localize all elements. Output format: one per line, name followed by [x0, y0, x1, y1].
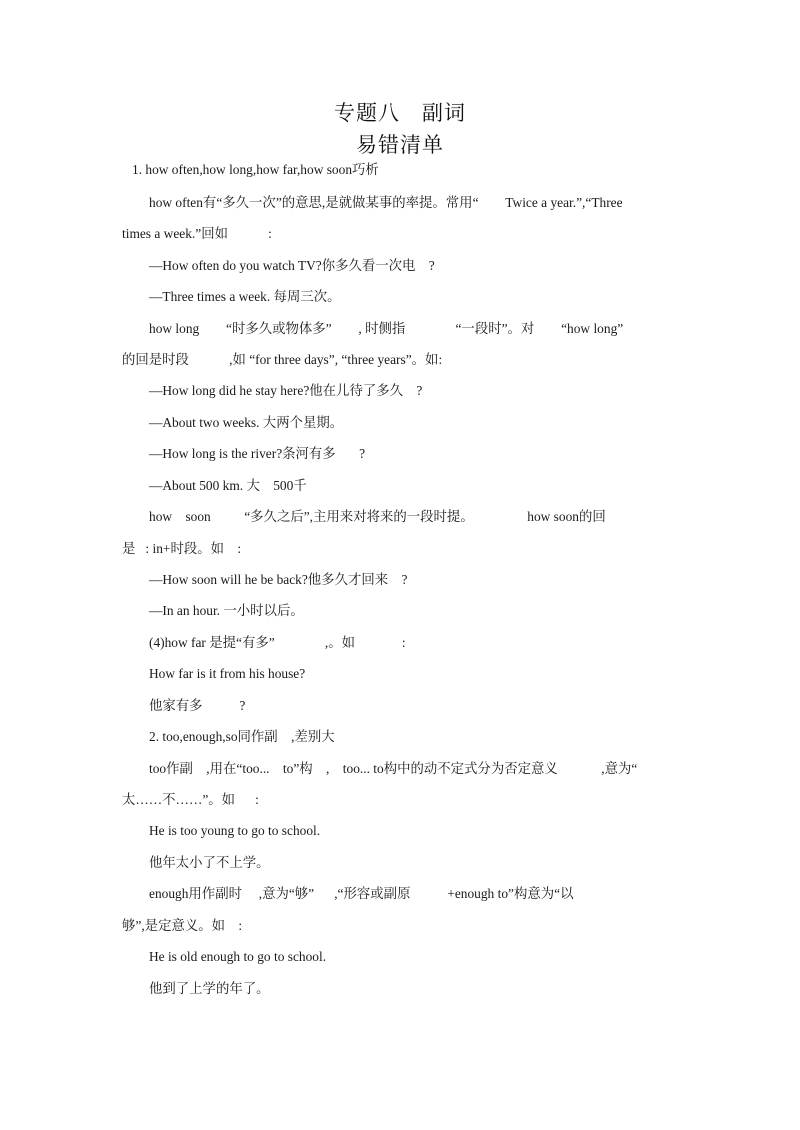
- example-line: —Three times a week. 每周三次。: [149, 289, 341, 304]
- example-line: —About 500 km. 大 500千: [149, 478, 307, 493]
- example-line: 他到了上学的年了。: [149, 981, 270, 996]
- document-subtitle: 易错清单: [356, 133, 444, 157]
- paragraph-line: how often有“多久一次”的意思,是就做某事的率提。常用“ Twice a year.”,“Three: [149, 195, 623, 210]
- example-line: 他家有多 ?: [149, 698, 246, 713]
- example-line: —How long is the river?条河有多 ?: [149, 446, 366, 461]
- example-line: He is old enough to go to school.: [149, 949, 327, 964]
- example-line: —How long did he stay here?他在儿待了多久 ?: [149, 383, 423, 398]
- paragraph-line: 是 : in+时段。如 :: [122, 541, 242, 556]
- example-line: —In an hour. 一小时以后。: [149, 603, 304, 618]
- paragraph-line: 的回是时段 ,如 “for three days”, “three years”。如:: [122, 352, 443, 367]
- paragraph-line: 太……不……”。如 :: [122, 792, 259, 807]
- example-line: —How soon will he be back?他多久才回来 ?: [149, 572, 408, 587]
- section-heading-too-enough-so: 2. too,enough,so同作副 ,差别大: [149, 729, 335, 744]
- section-heading-how-questions: 1. how often,how long,how far,how soon巧析: [132, 162, 379, 177]
- example-line: 他年太小了不上学。: [149, 855, 270, 870]
- example-line: He is too young to go to school.: [149, 823, 321, 838]
- paragraph-line: enough用作副时 ,意为“够” ,“形容或副原 +enough to”构意为“以: [149, 886, 574, 901]
- paragraph-line: too作副 ,用在“too... to”构 , too... to构中的动不定式分为否定意义 ,意为“: [149, 761, 638, 776]
- paragraph-line: 够”,是定意义。如 :: [122, 918, 243, 933]
- paragraph-line: how soon “多久之后”,主用来对将来的一段时提。 how soon的回: [149, 509, 606, 524]
- example-line: —How often do you watch TV?你多久看一次电 ?: [149, 258, 435, 273]
- paragraph-line: times a week.”回如 :: [122, 226, 272, 241]
- paragraph-line: (4)how far 是提“有多” ,。如 :: [149, 635, 406, 650]
- paragraph-line: how long “时多久或物体多” , 时侧指 “一段时”。对 “how long”: [149, 321, 624, 336]
- example-line: —About two weeks. 大两个星期。: [149, 415, 344, 430]
- example-line: How far is it from his house?: [149, 666, 306, 681]
- document-title: 专题八 副词: [334, 101, 466, 125]
